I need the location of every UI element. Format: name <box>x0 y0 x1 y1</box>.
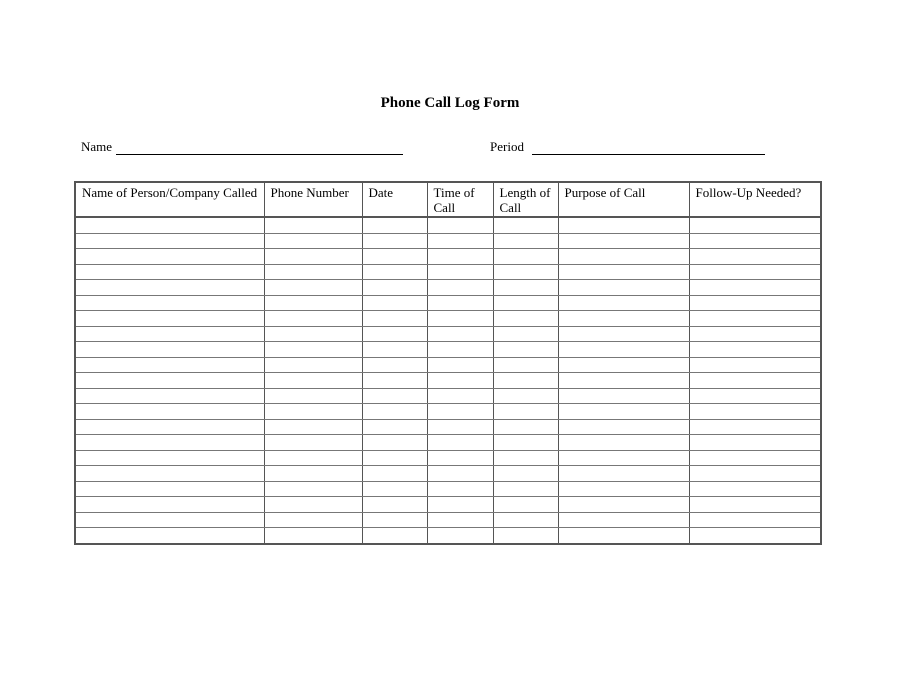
table-cell[interactable] <box>558 404 689 420</box>
table-cell[interactable] <box>427 404 493 420</box>
table-cell[interactable] <box>493 326 558 342</box>
table-cell[interactable] <box>689 388 821 404</box>
column-header-length: Length of Call <box>493 182 558 217</box>
table-row <box>75 295 821 311</box>
table-cell[interactable] <box>558 450 689 466</box>
table-cell[interactable] <box>558 528 689 544</box>
table-cell[interactable] <box>558 217 689 233</box>
table-cell[interactable] <box>558 357 689 373</box>
table-cell[interactable] <box>558 295 689 311</box>
table-cell[interactable] <box>493 450 558 466</box>
table-cell[interactable] <box>264 497 362 513</box>
table-cell[interactable] <box>75 528 264 544</box>
table-cell[interactable] <box>264 466 362 482</box>
table-cell[interactable] <box>689 512 821 528</box>
table-cell[interactable] <box>362 295 427 311</box>
table-cell[interactable] <box>75 419 264 435</box>
table-cell[interactable] <box>493 512 558 528</box>
table-cell[interactable] <box>427 528 493 544</box>
table-row <box>75 450 821 466</box>
table-cell[interactable] <box>689 450 821 466</box>
table-cell[interactable] <box>75 450 264 466</box>
table-cell[interactable] <box>75 295 264 311</box>
table-row <box>75 419 821 435</box>
table-cell[interactable] <box>264 264 362 280</box>
table-cell[interactable] <box>362 419 427 435</box>
table-cell[interactable] <box>689 249 821 265</box>
table-cell[interactable] <box>427 388 493 404</box>
table-cell[interactable] <box>427 435 493 451</box>
table-cell[interactable] <box>689 357 821 373</box>
table-cell[interactable] <box>558 249 689 265</box>
table-row <box>75 373 821 389</box>
table-cell[interactable] <box>493 528 558 544</box>
table-cell[interactable] <box>558 264 689 280</box>
table-cell[interactable] <box>264 512 362 528</box>
table-cell[interactable] <box>75 264 264 280</box>
table-cell[interactable] <box>493 481 558 497</box>
table-cell[interactable] <box>362 233 427 249</box>
table-cell[interactable] <box>689 435 821 451</box>
table-cell[interactable] <box>558 326 689 342</box>
table-cell[interactable] <box>558 233 689 249</box>
table-cell[interactable] <box>264 404 362 420</box>
table-cell[interactable] <box>558 311 689 327</box>
table-cell[interactable] <box>493 295 558 311</box>
table-cell[interactable] <box>264 233 362 249</box>
table-cell[interactable] <box>75 342 264 358</box>
column-header-time: Time of Call <box>427 182 493 217</box>
table-cell[interactable] <box>264 249 362 265</box>
table-cell[interactable] <box>264 528 362 544</box>
table-cell[interactable] <box>558 466 689 482</box>
table-cell[interactable] <box>362 512 427 528</box>
table-row <box>75 342 821 358</box>
table-row <box>75 497 821 513</box>
table-row <box>75 466 821 482</box>
table-header-row <box>75 182 821 217</box>
table-cell[interactable] <box>427 373 493 389</box>
table-cell[interactable] <box>362 404 427 420</box>
table-cell[interactable] <box>362 311 427 327</box>
table-cell[interactable] <box>493 280 558 296</box>
table-cell[interactable] <box>264 295 362 311</box>
table-cell[interactable] <box>427 466 493 482</box>
table-cell[interactable] <box>493 466 558 482</box>
table-cell[interactable] <box>75 373 264 389</box>
column-header-name: Name of Person/Company Called <box>75 182 264 217</box>
table-cell[interactable] <box>689 264 821 280</box>
table-cell[interactable] <box>75 326 264 342</box>
table-cell[interactable] <box>689 497 821 513</box>
table-row <box>75 512 821 528</box>
table-cell[interactable] <box>493 217 558 233</box>
table-cell[interactable] <box>558 373 689 389</box>
table-cell[interactable] <box>362 217 427 233</box>
table-cell[interactable] <box>362 342 427 358</box>
table-cell[interactable] <box>264 311 362 327</box>
name-field <box>81 137 403 155</box>
table-cell[interactable] <box>427 233 493 249</box>
table-cell[interactable] <box>75 481 264 497</box>
period-field <box>490 137 765 155</box>
table-cell[interactable] <box>427 512 493 528</box>
table-cell[interactable] <box>427 497 493 513</box>
table-row <box>75 528 821 544</box>
table-cell[interactable] <box>75 357 264 373</box>
table-cell[interactable] <box>689 481 821 497</box>
table-cell[interactable] <box>558 388 689 404</box>
table-cell[interactable] <box>427 419 493 435</box>
table-row <box>75 249 821 265</box>
table-cell[interactable] <box>264 373 362 389</box>
table-cell[interactable] <box>75 249 264 265</box>
table-cell[interactable] <box>558 512 689 528</box>
table-cell[interactable] <box>264 280 362 296</box>
table-row <box>75 388 821 404</box>
table-cell[interactable] <box>493 342 558 358</box>
table-cell[interactable] <box>362 249 427 265</box>
table-cell[interactable] <box>427 450 493 466</box>
table-cell[interactable] <box>689 295 821 311</box>
table-cell[interactable] <box>362 481 427 497</box>
table-cell[interactable] <box>558 435 689 451</box>
table-cell[interactable] <box>689 217 821 233</box>
table-cell[interactable] <box>75 311 264 327</box>
table-cell[interactable] <box>75 404 264 420</box>
table-cell[interactable] <box>362 264 427 280</box>
table-row <box>75 404 821 420</box>
column-header-phone: Phone Number <box>264 182 362 217</box>
table-cell[interactable] <box>689 233 821 249</box>
table-cell[interactable] <box>493 419 558 435</box>
table-cell[interactable] <box>689 373 821 389</box>
table-cell[interactable] <box>362 528 427 544</box>
table-cell[interactable] <box>493 435 558 451</box>
table-cell[interactable] <box>558 280 689 296</box>
table-cell[interactable] <box>362 280 427 296</box>
table-row <box>75 326 821 342</box>
table-cell[interactable] <box>689 342 821 358</box>
table-cell[interactable] <box>75 497 264 513</box>
table-cell[interactable] <box>362 373 427 389</box>
table-cell[interactable] <box>75 233 264 249</box>
call-log-table <box>74 181 822 545</box>
table-cell[interactable] <box>689 280 821 296</box>
table-cell[interactable] <box>689 404 821 420</box>
table-cell[interactable] <box>558 342 689 358</box>
table-cell[interactable] <box>427 311 493 327</box>
table-cell[interactable] <box>427 481 493 497</box>
table-row <box>75 280 821 296</box>
table-row <box>75 357 821 373</box>
table-cell[interactable] <box>362 497 427 513</box>
table-cell[interactable] <box>427 217 493 233</box>
table-cell[interactable] <box>493 249 558 265</box>
table-cell[interactable] <box>362 450 427 466</box>
table-cell[interactable] <box>427 280 493 296</box>
period-blank-line[interactable] <box>532 140 765 155</box>
table-cell[interactable] <box>264 326 362 342</box>
table-cell[interactable] <box>493 404 558 420</box>
table-cell[interactable] <box>558 497 689 513</box>
table-cell[interactable] <box>264 357 362 373</box>
table-cell[interactable] <box>75 388 264 404</box>
table-cell[interactable] <box>362 388 427 404</box>
table-cell[interactable] <box>362 326 427 342</box>
period-label: Period <box>490 139 524 154</box>
table-cell[interactable] <box>264 450 362 466</box>
column-header-follow-up: Follow-Up Needed? <box>689 182 821 217</box>
table-cell[interactable] <box>264 419 362 435</box>
table-cell[interactable] <box>362 435 427 451</box>
table-row <box>75 217 821 233</box>
table-cell[interactable] <box>493 373 558 389</box>
table-row <box>75 264 821 280</box>
table-cell[interactable] <box>689 528 821 544</box>
table-cell[interactable] <box>362 357 427 373</box>
table-cell[interactable] <box>493 497 558 513</box>
table-cell[interactable] <box>493 311 558 327</box>
table-cell[interactable] <box>75 466 264 482</box>
table-cell[interactable] <box>689 419 821 435</box>
name-blank-line[interactable] <box>116 140 403 155</box>
table-cell[interactable] <box>75 217 264 233</box>
table-cell[interactable] <box>75 280 264 296</box>
table-cell[interactable] <box>558 481 689 497</box>
table-cell[interactable] <box>689 466 821 482</box>
name-label: Name <box>81 139 113 154</box>
table-cell[interactable] <box>362 466 427 482</box>
table-cell[interactable] <box>689 311 821 327</box>
column-header-date: Date <box>362 182 427 217</box>
table-cell[interactable] <box>493 357 558 373</box>
page-title: Phone Call Log Form <box>380 95 520 111</box>
table-cell[interactable] <box>427 342 493 358</box>
table-cell[interactable] <box>75 435 264 451</box>
table-cell[interactable] <box>264 217 362 233</box>
table-row <box>75 481 821 497</box>
table-cell[interactable] <box>427 326 493 342</box>
table-cell[interactable] <box>427 264 493 280</box>
table-cell[interactable] <box>558 419 689 435</box>
table-cell[interactable] <box>427 295 493 311</box>
table-cell[interactable] <box>264 481 362 497</box>
column-header-purpose: Purpose of Call <box>558 182 689 217</box>
table-cell[interactable] <box>75 512 264 528</box>
table-cell[interactable] <box>493 233 558 249</box>
table-cell[interactable] <box>689 326 821 342</box>
table-row <box>75 233 821 249</box>
table-row <box>75 311 821 327</box>
table-cell[interactable] <box>427 357 493 373</box>
table-row <box>75 435 821 451</box>
table-cell[interactable] <box>264 435 362 451</box>
table-cell[interactable] <box>264 342 362 358</box>
table-cell[interactable] <box>493 388 558 404</box>
table-body <box>75 217 821 544</box>
table-cell[interactable] <box>493 264 558 280</box>
table-cell[interactable] <box>427 249 493 265</box>
table-cell[interactable] <box>264 388 362 404</box>
